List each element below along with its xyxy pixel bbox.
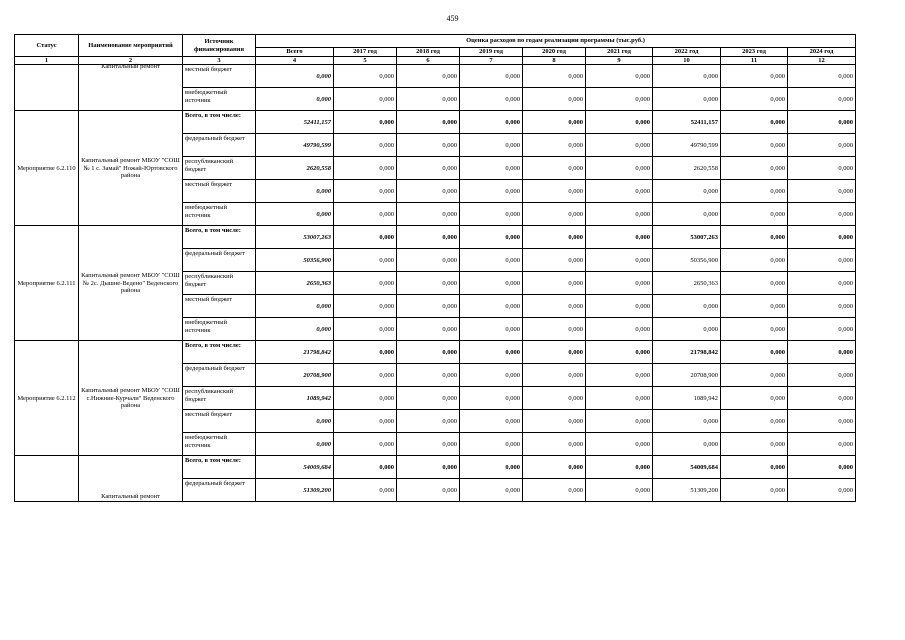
name-cell xyxy=(79,65,183,111)
name-cell: Капитальный ремонт xyxy=(79,456,183,502)
value-cell: 0,000 xyxy=(397,318,460,341)
page-number: 459 xyxy=(446,14,459,23)
header-col-number: 3 xyxy=(183,57,256,65)
source-cell: Всего, в том числе: xyxy=(183,341,256,364)
value-cell: 0,000 xyxy=(788,134,856,157)
header-col-number: 4 xyxy=(256,57,334,65)
value-cell: 0,000 xyxy=(334,295,397,318)
value-cell: 0,000 xyxy=(460,272,523,295)
value-cell: 0,000 xyxy=(653,295,721,318)
value-cell: 0,000 xyxy=(334,111,397,134)
value-cell: 0,000 xyxy=(653,410,721,433)
header-col-number: 5 xyxy=(334,57,397,65)
header-status: Статус xyxy=(15,35,79,57)
value-cell: 0,000 xyxy=(721,134,788,157)
value-cell: 0,000 xyxy=(256,203,334,226)
value-cell: 52411,157 xyxy=(256,111,334,134)
value-cell: 0,000 xyxy=(256,433,334,456)
value-cell: 52411,157 xyxy=(653,111,721,134)
value-cell: 0,000 xyxy=(721,157,788,180)
value-cell: 0,000 xyxy=(788,249,856,272)
value-cell: 0,000 xyxy=(788,157,856,180)
value-cell: 0,000 xyxy=(397,387,460,410)
value-cell: 0,000 xyxy=(334,272,397,295)
value-cell: 0,000 xyxy=(523,410,586,433)
value-cell: 0,000 xyxy=(397,410,460,433)
value-cell: 0,000 xyxy=(721,88,788,111)
value-cell: 0,000 xyxy=(788,433,856,456)
header-year: 2023 год xyxy=(721,48,788,57)
value-cell: 0,000 xyxy=(397,134,460,157)
value-cell: 0,000 xyxy=(788,295,856,318)
value-cell: 0,000 xyxy=(523,134,586,157)
value-cell: 0,000 xyxy=(397,226,460,249)
value-cell: 0,000 xyxy=(721,479,788,502)
source-cell: местный бюджет xyxy=(183,180,256,203)
value-cell: 0,000 xyxy=(653,433,721,456)
value-cell: 0,000 xyxy=(788,65,856,88)
value-cell: 0,000 xyxy=(586,456,653,479)
value-cell: 0,000 xyxy=(523,65,586,88)
value-cell: 0,000 xyxy=(586,249,653,272)
header-col-number: 9 xyxy=(586,57,653,65)
value-cell: 0,000 xyxy=(397,272,460,295)
value-cell: 0,000 xyxy=(586,65,653,88)
header-year: 2020 год xyxy=(523,48,586,57)
value-cell: 0,000 xyxy=(334,226,397,249)
header-year: 2019 год xyxy=(460,48,523,57)
value-cell: 0,000 xyxy=(523,433,586,456)
table-header xyxy=(15,35,856,65)
value-cell: 0,000 xyxy=(397,203,460,226)
value-cell: 0,000 xyxy=(460,65,523,88)
value-cell: 0,000 xyxy=(460,157,523,180)
table-row xyxy=(15,111,856,134)
value-cell: 0,000 xyxy=(523,157,586,180)
table-row xyxy=(15,456,856,479)
value-cell: 0,000 xyxy=(334,65,397,88)
status-cell xyxy=(15,456,79,502)
expenditure-table xyxy=(14,34,856,502)
value-cell: 0,000 xyxy=(334,318,397,341)
value-cell: 0,000 xyxy=(460,180,523,203)
value-cell: 0,000 xyxy=(397,65,460,88)
value-cell: 0,000 xyxy=(653,180,721,203)
value-cell: 0,000 xyxy=(586,410,653,433)
value-cell: 0,000 xyxy=(788,341,856,364)
source-cell: внебюджетный источник xyxy=(183,318,256,341)
value-cell: 0,000 xyxy=(788,111,856,134)
value-cell: 49790,599 xyxy=(653,134,721,157)
header-year: 2021 год xyxy=(586,48,653,57)
value-cell: 0,000 xyxy=(523,318,586,341)
value-cell: 0,000 xyxy=(460,111,523,134)
value-cell: 0,000 xyxy=(460,433,523,456)
value-cell: 0,000 xyxy=(721,180,788,203)
value-cell: 0,000 xyxy=(334,157,397,180)
status-cell: Мероприятие 6.2.110 xyxy=(15,111,79,226)
value-cell: 0,000 xyxy=(334,180,397,203)
value-cell: 54009,684 xyxy=(256,456,334,479)
value-cell: 0,000 xyxy=(721,318,788,341)
source-cell: местный бюджет xyxy=(183,65,256,88)
value-cell: 0,000 xyxy=(788,387,856,410)
value-cell: 53007,263 xyxy=(653,226,721,249)
value-cell: 0,000 xyxy=(788,272,856,295)
value-cell: 0,000 xyxy=(721,410,788,433)
name-cell: Капитальный ремонт МБОУ "СОШ с.Нижние-Курчали" Веденского района xyxy=(79,341,183,456)
value-cell: 0,000 xyxy=(334,433,397,456)
value-cell: 0,000 xyxy=(523,180,586,203)
value-cell: 0,000 xyxy=(721,295,788,318)
value-cell: 0,000 xyxy=(334,203,397,226)
source-cell: Всего, в том числе: xyxy=(183,226,256,249)
value-cell: 0,000 xyxy=(460,295,523,318)
value-cell: 0,000 xyxy=(586,180,653,203)
value-cell: 0,000 xyxy=(397,157,460,180)
source-cell: внебюджетный источник xyxy=(183,433,256,456)
header-source: Источник финансирования xyxy=(183,35,256,57)
value-cell: 0,000 xyxy=(256,318,334,341)
value-cell: 0,000 xyxy=(460,479,523,502)
header-year: 2018 год xyxy=(397,48,460,57)
header-col-number: 8 xyxy=(523,57,586,65)
value-cell: 0,000 xyxy=(397,88,460,111)
value-cell: 0,000 xyxy=(334,341,397,364)
value-cell: 1089,942 xyxy=(653,387,721,410)
value-cell: 53007,263 xyxy=(256,226,334,249)
header-year: 2017 год xyxy=(334,48,397,57)
value-cell: 0,000 xyxy=(586,318,653,341)
header-year: 2022 год xyxy=(653,48,721,57)
value-cell: 50356,900 xyxy=(653,249,721,272)
value-cell: 0,000 xyxy=(523,364,586,387)
value-cell: 0,000 xyxy=(586,433,653,456)
value-cell: 0,000 xyxy=(460,410,523,433)
value-cell: 0,000 xyxy=(460,387,523,410)
value-cell: 0,000 xyxy=(586,203,653,226)
value-cell: 0,000 xyxy=(586,157,653,180)
value-cell: 0,000 xyxy=(653,88,721,111)
value-cell: 0,000 xyxy=(460,249,523,272)
value-cell: 0,000 xyxy=(586,226,653,249)
value-cell: 0,000 xyxy=(523,295,586,318)
table-row xyxy=(15,341,856,364)
source-cell: республиканский бюджет xyxy=(183,387,256,410)
value-cell: 0,000 xyxy=(788,226,856,249)
value-cell: 51309,200 xyxy=(653,479,721,502)
value-cell: 0,000 xyxy=(586,364,653,387)
table-body xyxy=(15,65,856,502)
source-cell: внебюджетный источник xyxy=(183,203,256,226)
value-cell: 0,000 xyxy=(256,410,334,433)
value-cell: 0,000 xyxy=(586,134,653,157)
value-cell: 0,000 xyxy=(397,433,460,456)
header-name: Наименование мероприятий xyxy=(79,35,183,57)
value-cell: 0,000 xyxy=(397,249,460,272)
value-cell: 0,000 xyxy=(334,88,397,111)
value-cell: 0,000 xyxy=(334,479,397,502)
value-cell: 0,000 xyxy=(256,88,334,111)
value-cell: 0,000 xyxy=(653,318,721,341)
header-estimate: Оценка расходов по годам реализации программы (тыс.руб.) xyxy=(256,35,856,48)
value-cell: 2620,558 xyxy=(653,157,721,180)
value-cell: 0,000 xyxy=(523,456,586,479)
value-cell: 0,000 xyxy=(523,203,586,226)
value-cell: 0,000 xyxy=(334,387,397,410)
value-cell: 0,000 xyxy=(460,134,523,157)
value-cell: 0,000 xyxy=(523,111,586,134)
value-cell: 0,000 xyxy=(460,318,523,341)
value-cell: 0,000 xyxy=(721,272,788,295)
value-cell: 0,000 xyxy=(586,479,653,502)
value-cell: 0,000 xyxy=(653,65,721,88)
value-cell: 0,000 xyxy=(586,295,653,318)
value-cell: 0,000 xyxy=(460,341,523,364)
value-cell: 0,000 xyxy=(721,341,788,364)
value-cell: 49790,599 xyxy=(256,134,334,157)
source-cell: федеральный бюджет xyxy=(183,364,256,387)
value-cell: 0,000 xyxy=(523,226,586,249)
value-cell: 0,000 xyxy=(397,364,460,387)
name-fragment: Капитальный ремонт xyxy=(101,63,160,71)
value-cell: 0,000 xyxy=(788,318,856,341)
value-cell: 0,000 xyxy=(721,387,788,410)
value-cell: 0,000 xyxy=(256,180,334,203)
header-year: Всего xyxy=(256,48,334,57)
value-cell: 0,000 xyxy=(721,364,788,387)
value-cell: 0,000 xyxy=(721,65,788,88)
table-row xyxy=(15,65,856,88)
source-cell: федеральный бюджет xyxy=(183,134,256,157)
value-cell: 0,000 xyxy=(721,456,788,479)
value-cell: 0,000 xyxy=(586,88,653,111)
value-cell: 0,000 xyxy=(586,387,653,410)
value-cell: 0,000 xyxy=(788,88,856,111)
value-cell: 0,000 xyxy=(788,364,856,387)
name-cell: Капитальный ремонт МБОУ "СОШ № 1 с. Замай" Ножай-Юртовского района xyxy=(79,111,183,226)
value-cell: 0,000 xyxy=(397,111,460,134)
value-cell: 0,000 xyxy=(397,456,460,479)
header-col-number: 11 xyxy=(721,57,788,65)
value-cell: 2650,363 xyxy=(653,272,721,295)
value-cell: 0,000 xyxy=(788,479,856,502)
value-cell: 21798,842 xyxy=(256,341,334,364)
header-col-number: 12 xyxy=(788,57,856,65)
value-cell: 0,000 xyxy=(460,456,523,479)
value-cell: 0,000 xyxy=(788,180,856,203)
value-cell: 0,000 xyxy=(334,456,397,479)
value-cell: 0,000 xyxy=(586,341,653,364)
source-cell: федеральный бюджет xyxy=(183,479,256,502)
value-cell: 0,000 xyxy=(586,272,653,295)
value-cell: 0,000 xyxy=(460,88,523,111)
source-cell: местный бюджет xyxy=(183,410,256,433)
value-cell: 0,000 xyxy=(523,479,586,502)
value-cell: 0,000 xyxy=(397,341,460,364)
value-cell: 0,000 xyxy=(523,249,586,272)
header-col-number: 6 xyxy=(397,57,460,65)
value-cell: 0,000 xyxy=(256,295,334,318)
value-cell: 0,000 xyxy=(460,364,523,387)
table-row xyxy=(15,226,856,249)
value-cell: 0,000 xyxy=(334,364,397,387)
value-cell: 0,000 xyxy=(788,456,856,479)
value-cell: 0,000 xyxy=(397,180,460,203)
value-cell: 0,000 xyxy=(334,134,397,157)
value-cell: 0,000 xyxy=(460,203,523,226)
source-cell: местный бюджет xyxy=(183,295,256,318)
value-cell: 0,000 xyxy=(523,272,586,295)
header-col-number: 10 xyxy=(653,57,721,65)
source-cell: республиканский бюджет xyxy=(183,157,256,180)
value-cell: 51309,200 xyxy=(256,479,334,502)
value-cell: 0,000 xyxy=(523,341,586,364)
value-cell: 0,000 xyxy=(523,88,586,111)
value-cell: 0,000 xyxy=(334,410,397,433)
value-cell: 20708,900 xyxy=(653,364,721,387)
value-cell: 21798,842 xyxy=(653,341,721,364)
value-cell: 0,000 xyxy=(334,249,397,272)
value-cell: 0,000 xyxy=(721,203,788,226)
value-cell: 0,000 xyxy=(721,111,788,134)
source-cell: внебюджетный источник xyxy=(183,88,256,111)
value-cell: 0,000 xyxy=(788,203,856,226)
header-col-number: 1 xyxy=(15,57,79,65)
source-cell: федеральный бюджет xyxy=(183,249,256,272)
header-col-number: 7 xyxy=(460,57,523,65)
value-cell: 0,000 xyxy=(256,65,334,88)
source-cell: республиканский бюджет xyxy=(183,272,256,295)
value-cell: 0,000 xyxy=(721,249,788,272)
header-col-number: 2 xyxy=(79,57,183,65)
status-cell: Мероприятие 6.2.111 xyxy=(15,226,79,341)
value-cell: 20708,900 xyxy=(256,364,334,387)
source-cell: Всего, в том числе: xyxy=(183,111,256,134)
name-cell: Капитальный ремонт МБОУ "СОШ № 2с. Дышне-Ведено" Веденского района xyxy=(79,226,183,341)
value-cell: 0,000 xyxy=(721,433,788,456)
status-cell: Мероприятие 6.2.112 xyxy=(15,341,79,456)
value-cell: 0,000 xyxy=(397,479,460,502)
status-cell xyxy=(15,65,79,111)
value-cell: 0,000 xyxy=(460,226,523,249)
value-cell: 2620,558 xyxy=(256,157,334,180)
value-cell: 0,000 xyxy=(397,295,460,318)
value-cell: 0,000 xyxy=(721,226,788,249)
value-cell: 0,000 xyxy=(653,203,721,226)
source-cell: Всего, в том числе: xyxy=(183,456,256,479)
header-year: 2024 год xyxy=(788,48,856,57)
value-cell: 2650,363 xyxy=(256,272,334,295)
value-cell: 0,000 xyxy=(523,387,586,410)
value-cell: 54009,684 xyxy=(653,456,721,479)
value-cell: 50356,900 xyxy=(256,249,334,272)
value-cell: 0,000 xyxy=(788,410,856,433)
value-cell: 0,000 xyxy=(586,111,653,134)
value-cell: 1089,942 xyxy=(256,387,334,410)
